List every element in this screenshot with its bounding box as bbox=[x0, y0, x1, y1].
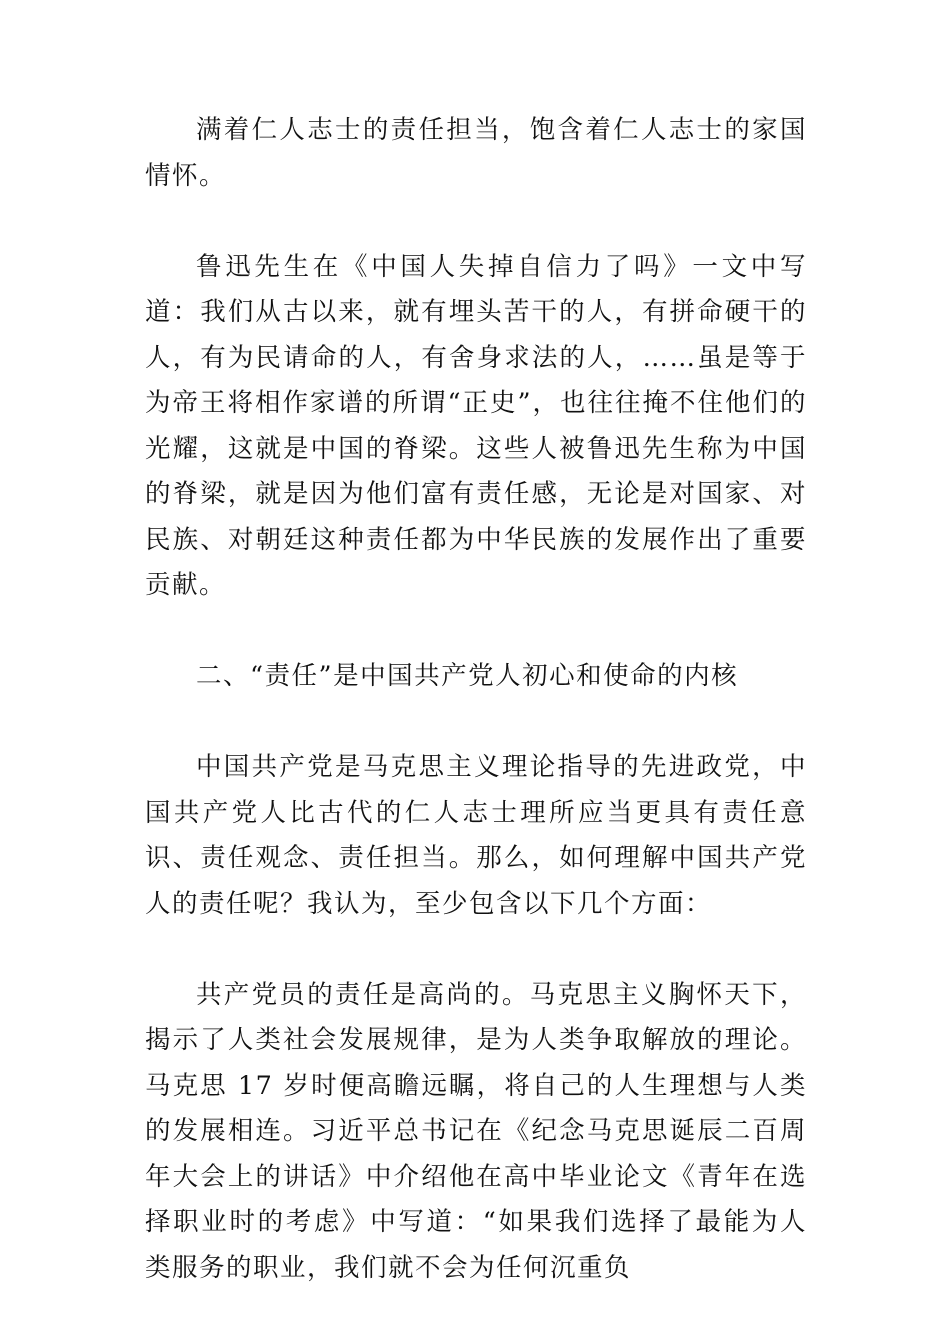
paragraph-party-responsibility: 中国共产党是马克思主义理论指导的先进政党，中国共产党人比古代的仁人志士理所应当更具有责任意识、责任观念、责任担当。那么，如何理解中国共产党人的责任呢？我认为，至少包含以下几个方面： bbox=[145, 752, 807, 919]
paragraph-noble-responsibility: 共产党员的责任是高尚的。马克思主义胸怀天下，揭示了人类社会发展规律，是为人类争取解放的理论。马克思 17 岁时便高瞻远瞩，将自己的人生理想与人类的发展相连。习近平总书记在《纪念马克思诞辰二百周年大会上的讲话》中介绍他在高中毕业论文《青年在选择职业时的考虑》中写道：“如果我们选择了最能为人类服务的职业，我们就不会为任何沉重负 bbox=[145, 979, 807, 1283]
paragraph-luxun-quote: 鲁迅先生在《中国人失掉自信力了吗》一文中写道：我们从古以来，就有埋头苦干的人，有拼命硬干的人，有为民请命的人，有舍身求法的人，……虽是等于为帝王将相作家谱的所谓“正史”，也往往掩不住他们的光耀，这就是中国的脊梁。这些人被鲁迅先生称为中国的脊梁，就是因为他们富有责任感，无论是对国家、对民族、对朝廷这种责任都为中华民族的发展作出了重要贡献。 bbox=[145, 251, 807, 600]
document-body bbox=[145, 108, 807, 1291]
paragraph-continuation: 满着仁人志士的责任担当，饱含着仁人志士的家国情怀。 bbox=[145, 115, 807, 191]
section-heading: 二、“责任”是中国共产党人初心和使命的内核 bbox=[196, 661, 739, 691]
